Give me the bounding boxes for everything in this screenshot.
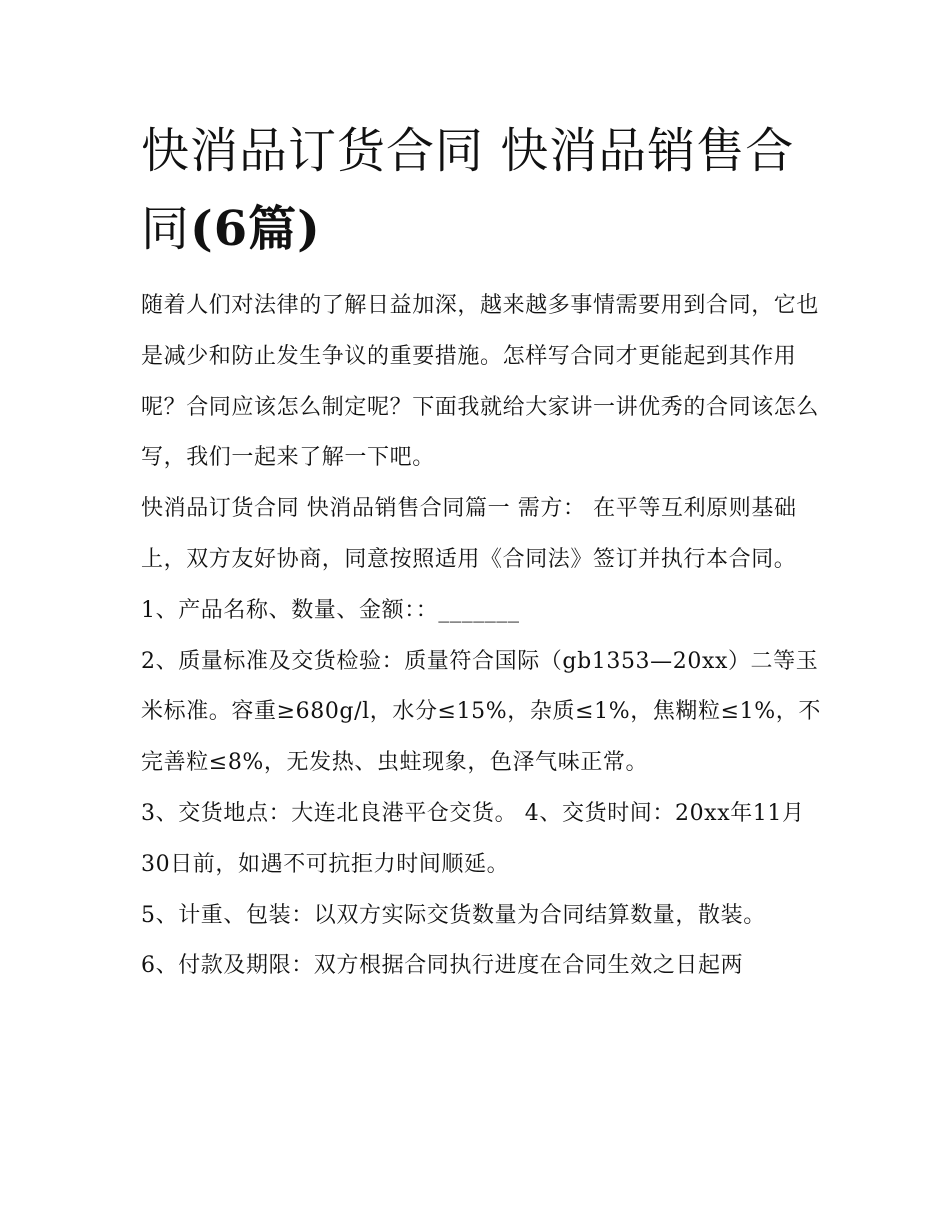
clause-1: 1、产品名称、数量、金额：：_______ xyxy=(141,597,520,623)
intro-paragraph: 随着人们对法律的了解日益加深，越来越多事情需要用到合同，它也是减少和防止发生争议的重要措施。怎样写合同才更能起到其作用呢？合同应该怎么制定呢？下面我就给大家讲一讲优秀的合同该怎么写，我们一起来了解一下吧。 xyxy=(141,293,820,471)
title-count: (6篇) xyxy=(190,201,321,257)
document-title xyxy=(141,112,821,268)
title-text: 快消品订货合同 快消品销售合同 xyxy=(141,123,795,257)
clause-6: 6、付款及期限：双方根据合同执行进度在合同生效之日起两 xyxy=(141,953,744,979)
clause-3-4: 3、交货地点：大连北良港平仓交货。 4、交货时间：20xx年11月30日前，如遇不可抗拒力时间顺延。 xyxy=(141,800,805,877)
contract-preamble: 快消品订货合同 快消品销售合同篇一 需方： 在平等互利原则基础上，双方友好协商，同意按照适用《合同法》签订并执行本合同。 xyxy=(141,496,797,572)
clause-2: 2、质量标准及交货检验：质量符合国际（gb1353—20xx）二等玉米标准。容重≥680g/l，水分≤15%，杂质≤1%，焦糊粒≤1%，不完善粒≤8%，无发热、虫蛀现象，色泽气味正常。 xyxy=(141,648,821,776)
clause-5: 5、计重、包装：以双方实际交货数量为合同结算数量，散装。 xyxy=(141,902,766,928)
document-page xyxy=(141,112,821,992)
